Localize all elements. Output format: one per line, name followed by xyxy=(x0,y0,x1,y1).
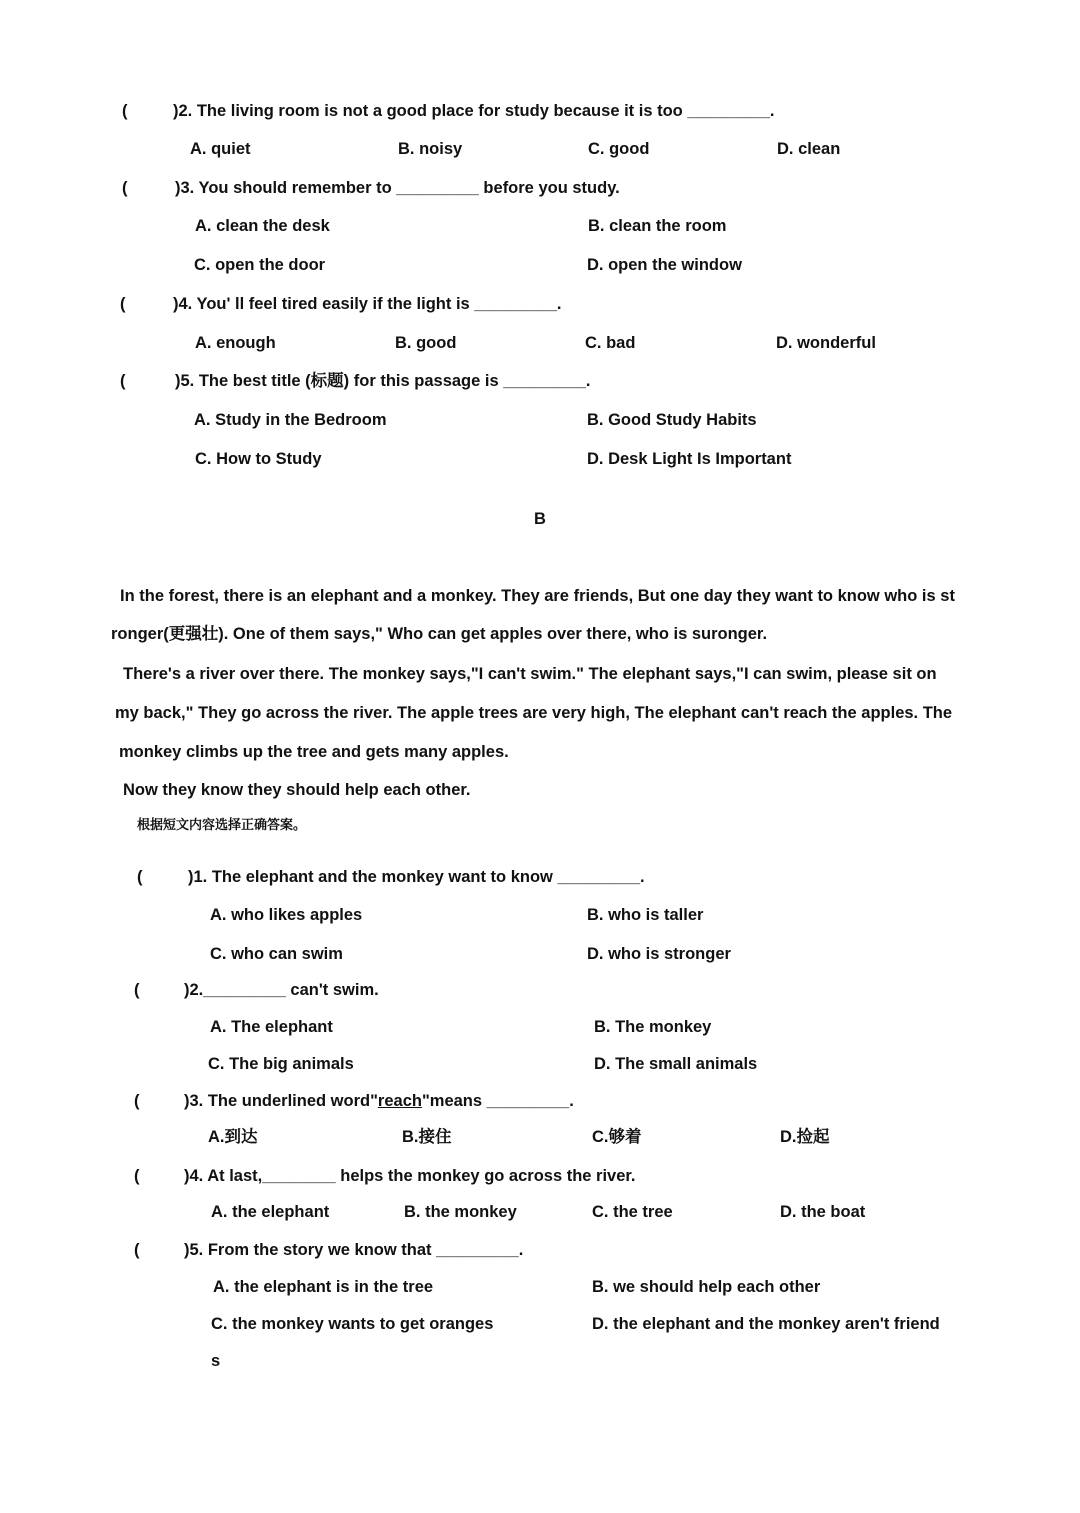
answer-paren: ( xyxy=(134,1241,140,1259)
option-d: D. clean xyxy=(777,140,841,158)
answer-paren: ( xyxy=(122,102,128,120)
answer-paren: ( xyxy=(120,372,126,390)
option-d: D. Desk Light Is Important xyxy=(587,450,792,468)
option-d: D. who is stronger xyxy=(587,945,731,963)
option-a: A. who likes apples xyxy=(210,906,363,924)
answer-paren: ( xyxy=(134,1092,140,1110)
option-b: B. we should help each other xyxy=(592,1278,821,1296)
answer-paren: ( xyxy=(122,179,128,197)
option-b: B. who is taller xyxy=(587,906,704,924)
question-stem: )5. From the story we know that _________. xyxy=(184,1241,524,1259)
question-stem xyxy=(184,1091,574,1111)
option-a: A.到达 xyxy=(208,1128,258,1146)
option-c: C. open the door xyxy=(194,256,326,274)
option-b: B. clean the room xyxy=(588,217,727,235)
passage-line: There's a river over there. The monkey says,"I can't swim." The elephant says,"I can swim, please sit on xyxy=(123,665,937,683)
option-d-wrap: s xyxy=(211,1352,221,1370)
option-b: B. The monkey xyxy=(594,1018,712,1036)
option-b: B. good xyxy=(395,334,457,352)
option-a: A. Study in the Bedroom xyxy=(194,411,387,429)
option-c: C. the tree xyxy=(592,1203,673,1221)
option-a: A. the elephant xyxy=(211,1203,330,1221)
option-d: D. the boat xyxy=(780,1203,866,1221)
option-c: C. who can swim xyxy=(210,945,343,963)
passage-line: Now they know they should help each other. xyxy=(123,781,471,799)
option-a: A. enough xyxy=(195,334,276,352)
question-stem: )3. You should remember to _________ before you study. xyxy=(175,179,620,197)
option-a: A. quiet xyxy=(190,140,251,158)
option-d: D. open the window xyxy=(587,256,742,274)
answer-paren: ( xyxy=(134,1167,140,1185)
passage-line: monkey climbs up the tree and gets many apples. xyxy=(119,743,509,761)
instruction: 根据短文内容选择正确答案。 xyxy=(137,817,307,832)
stem-text: "means _________. xyxy=(421,1092,574,1110)
option-a: A. The elephant xyxy=(210,1018,333,1036)
option-d: D. the elephant and the monkey aren't friend xyxy=(592,1315,940,1333)
option-d: D. The small animals xyxy=(594,1055,758,1073)
section-heading: B xyxy=(534,510,546,528)
option-b: B. noisy xyxy=(398,140,463,158)
answer-paren: ( xyxy=(137,868,143,886)
stem-text: )3. The underlined word" xyxy=(184,1092,378,1110)
option-d: D. wonderful xyxy=(776,334,876,352)
question-stem: )5. The best title (标题) for this passage is _________. xyxy=(175,372,591,390)
option-c: C. How to Study xyxy=(195,450,322,468)
answer-paren: ( xyxy=(134,981,140,999)
answer-paren: ( xyxy=(120,295,126,313)
question-stem: )1. The elephant and the monkey want to know _________. xyxy=(188,868,645,886)
option-c: C. bad xyxy=(585,334,636,352)
option-a: A. clean the desk xyxy=(195,217,330,235)
question-stem: )4. You' ll feel tired easily if the light is _________. xyxy=(173,295,562,313)
underlined-word: reach xyxy=(377,1092,422,1110)
option-b: B. Good Study Habits xyxy=(587,411,757,429)
option-c: C. The big animals xyxy=(208,1055,354,1073)
passage-line: In the forest, there is an elephant and a monkey. They are friends, But one day they want to know who is st xyxy=(120,587,955,605)
question-stem: )2. The living room is not a good place for study because it is too _________. xyxy=(173,102,775,120)
option-b: B.接住 xyxy=(402,1128,452,1146)
question-stem: )2._________ can't swim. xyxy=(184,981,379,999)
question-stem: )4. At last,________ helps the monkey go across the river. xyxy=(184,1167,636,1185)
option-d: D.捡起 xyxy=(780,1128,830,1146)
option-b: B. the monkey xyxy=(404,1203,517,1221)
option-c: C.够着 xyxy=(592,1128,642,1146)
option-a: A. the elephant is in the tree xyxy=(213,1278,434,1296)
passage-line: my back," They go across the river. The apple trees are very high, The elephant can't reach the apples. The xyxy=(115,704,953,722)
passage-line: ronger(更强壮). One of them says," Who can get apples over there, who is suronger. xyxy=(111,625,768,643)
option-c: C. the monkey wants to get oranges xyxy=(211,1315,494,1333)
option-c: C. good xyxy=(588,140,650,158)
